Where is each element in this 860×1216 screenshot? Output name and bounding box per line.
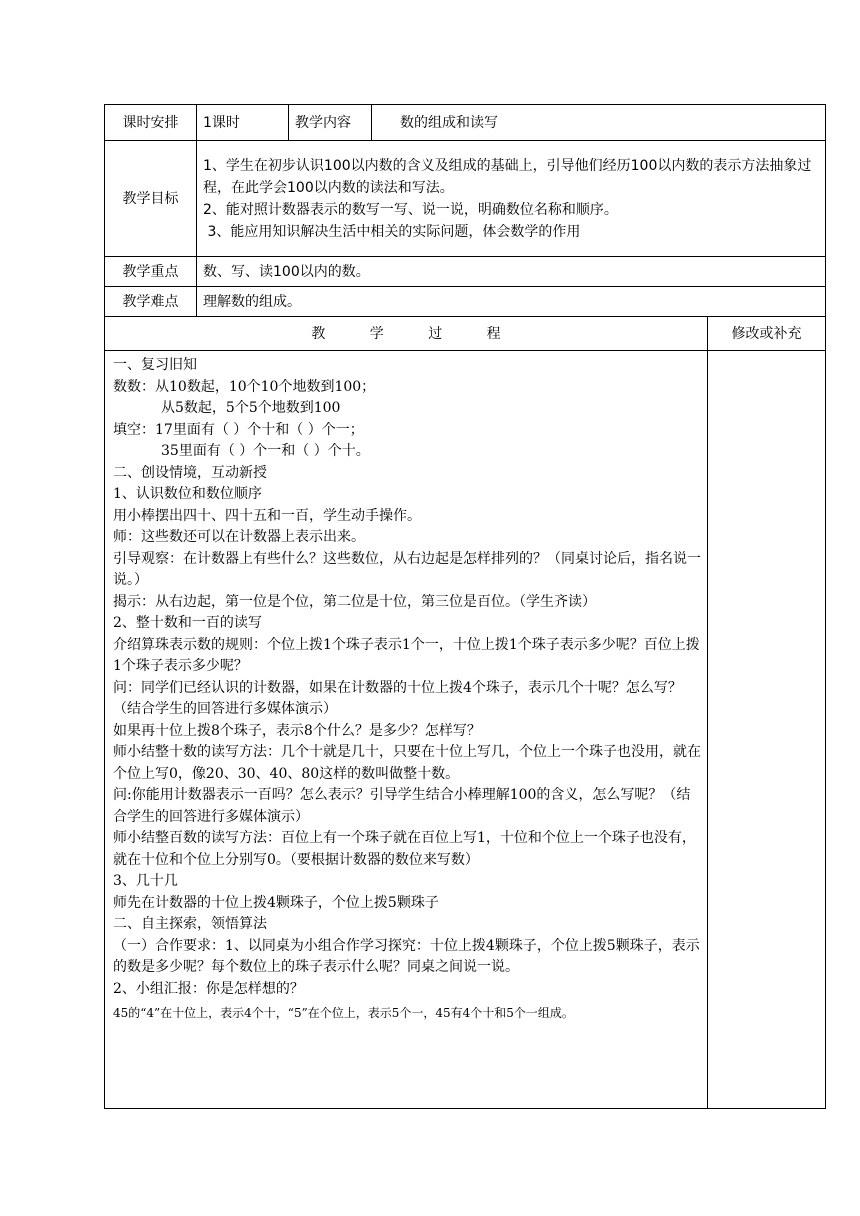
difficulty-row xyxy=(105,287,826,317)
process-heading xyxy=(105,317,708,351)
key-point-row xyxy=(105,257,826,287)
process-body-row xyxy=(105,351,826,1109)
process-line: 3、几十几 xyxy=(113,873,178,889)
process-heading-char: 过 xyxy=(428,325,443,342)
process-line: （一）合作要求：1、以同桌为小组合作学习探究：十位上拨4颗珠子，个位上拨5颗珠子，表示的数是多少呢？每个数位上的珠子表示什么呢？同桌之间说一说。 xyxy=(113,937,700,975)
process-content xyxy=(105,351,708,1109)
process-line: 介绍算珠表示数的规则：个位上拨1个珠子表示1个一，十位上拨1个珠子表示多少呢？百位上拨1个珠子表示多少呢？ xyxy=(113,636,700,674)
process-line: 二、自主探索，领悟算法 xyxy=(113,916,267,932)
process-heading-char: 学 xyxy=(369,325,384,342)
process-line: 揭示：从右边起，第一位是个位，第二位是十位，第三位是百位。（学生齐读） xyxy=(113,593,596,610)
schedule-value: 1课时 xyxy=(197,105,289,141)
process-heading-row xyxy=(105,317,826,351)
content-label: 教学内容 xyxy=(289,105,372,141)
goals-label: 教学目标 xyxy=(105,141,197,257)
goal-line: 1、学生在初步认识100以内数的含义及组成的基础上，引导他们经历100以内数的表示方法抽象过程，在此学会100以内数的读法和写法。 xyxy=(203,157,812,196)
goals-content xyxy=(197,141,826,257)
process-line: 师：这些数还可以在计数器上表示出来。 xyxy=(113,529,365,545)
key-point-value: 数、写、读100以内的数。 xyxy=(197,257,826,287)
process-line: 如果再十位上拨8个珠子，表示8个什么？是多少？怎样写？ xyxy=(113,722,481,739)
difficulty-value: 理解数的组成。 xyxy=(197,287,826,317)
process-heading-char: 教 xyxy=(311,325,326,342)
process-line: 数数：从10数起，10个10个地数到100； xyxy=(113,378,376,395)
content-value: 数的组成和读写 xyxy=(372,105,826,141)
process-line: 师小结整十数的读写方法：几个十就是几十，只要在十位上写几，个位上一个珠子也没用，就在个位上写0，像20、30、40、80这样的数叫做整十数。 xyxy=(113,744,701,782)
process-line: 问：同学们已经认识的计数器，如果在计数器的十位上拨4个珠子，表示几个十呢？怎么写？（结合学生的回答进行多媒体演示） xyxy=(113,679,682,717)
process-line: 2、整十数和一百的读写 xyxy=(113,615,262,631)
process-line: 一、复习旧知 xyxy=(113,357,197,373)
process-line: 引导观察：在计数器上有些什么？这些数位，从右边起是怎样排列的？（同桌讨论后，指名说一说。） xyxy=(113,550,701,588)
schedule-label: 课时安排 xyxy=(105,105,197,141)
process-side-label: 修改或补充 xyxy=(708,317,826,351)
process-line: 师小结整百数的读写方法：百位上有一个珠子就在百位上写1，十位和个位上一个珠子也没有，就在十位和个位上分别写0。（要根据计数器的数位来写数） xyxy=(113,830,696,868)
process-line: 45的“4”在十位上，表示4个十，“5”在个位上，表示5个一，45有4个十和5个一组成。 xyxy=(113,1006,574,1020)
goals-row xyxy=(105,141,826,257)
process-line: 二、创设情境，互动新授 xyxy=(113,464,267,481)
process-line: 2、小组汇报：你是怎样想的？ xyxy=(113,980,304,997)
goal-line: 2、能对照计数器表示的数写一写、说一说，明确数位名称和顺序。 xyxy=(203,201,618,218)
key-point-label: 教学重点 xyxy=(105,257,197,287)
process-side-notes xyxy=(708,351,826,1109)
process-line: 师先在计数器的十位上拨4颗珠子，个位上拨5颗珠子 xyxy=(113,894,439,911)
process-line: 1、认识数位和数位顺序 xyxy=(113,486,262,502)
goal-line: 3、能应用知识解决生活中相关的实际问题，体会数学的作用 xyxy=(203,223,581,240)
header-row xyxy=(105,105,826,141)
process-line: 问:你能用计数器表示一百吗？怎么表示？引导学生结合小棒理解100的含义，怎么写呢？（结合学生的回答进行多媒体演示） xyxy=(113,787,691,825)
process-line: 用小棒摆出四十、四十五和一百，学生动手操作。 xyxy=(113,507,421,524)
process-heading-char: 程 xyxy=(486,325,501,342)
process-line: 从5数起，5个5个地数到100 xyxy=(161,400,341,416)
lesson-plan-table xyxy=(104,104,826,1109)
process-line: 35里面有（ ）个一和（ ）个十。 xyxy=(161,443,370,459)
difficulty-label: 教学难点 xyxy=(105,287,197,317)
process-line: 填空：17里面有（ ）个十和（ ）个一； xyxy=(113,421,364,438)
